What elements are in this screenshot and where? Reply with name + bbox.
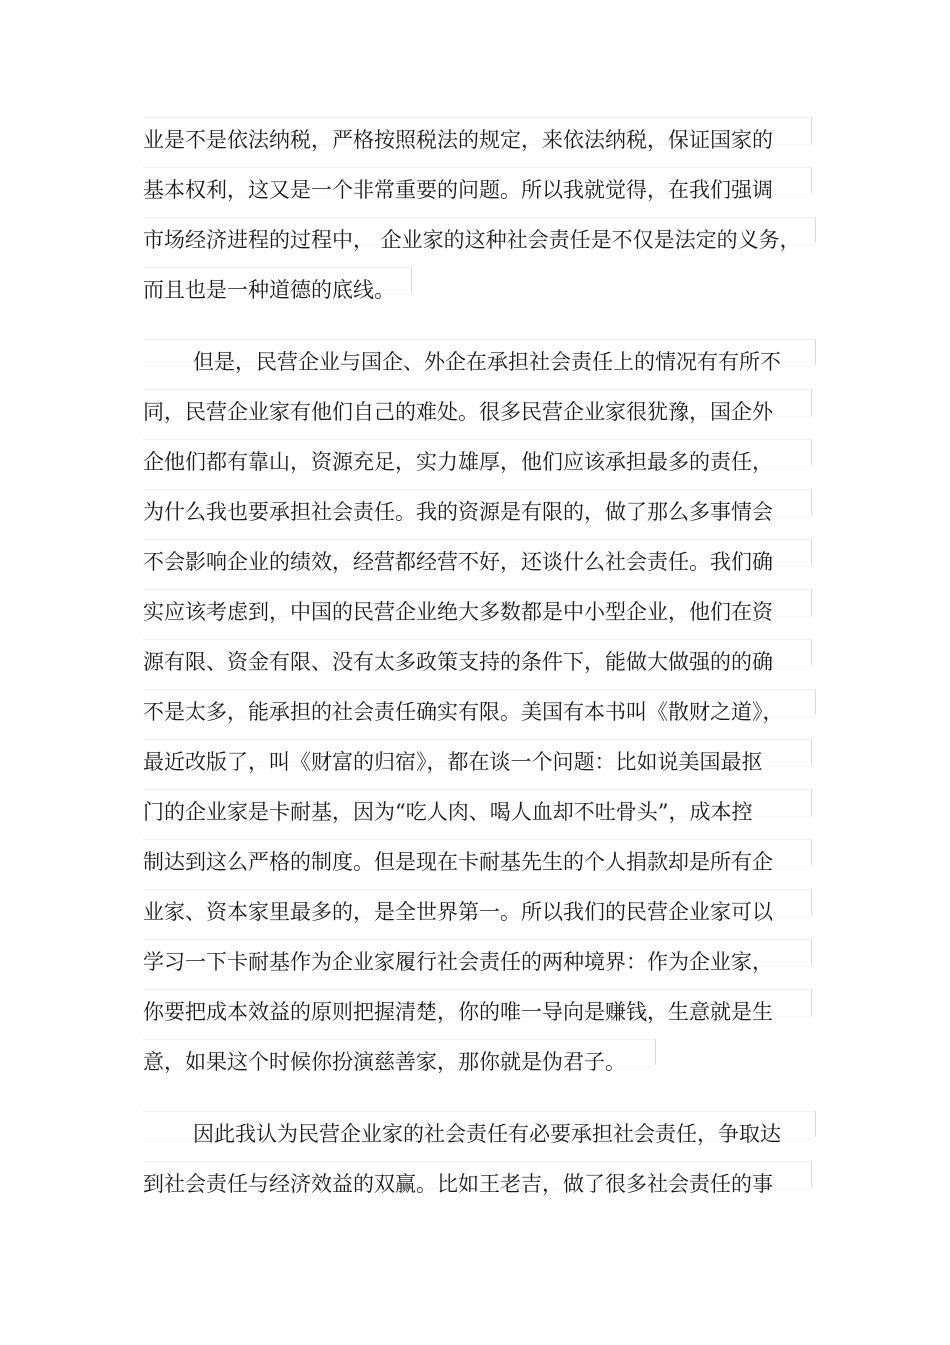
text-line: [143, 337, 789, 387]
text-line: [143, 537, 781, 587]
line-text: 制达到这么严格的制度。但是现在卡耐基先生的个人捐款却是所有企: [143, 850, 773, 874]
line-text: 企他们都有靠山，资源充足，实力雄厚，他们应该承担最多的责任，: [143, 450, 773, 474]
text-line: [143, 165, 781, 215]
line-text: 实应该考虑到，中国的民营企业绝大多数都是中小型企业，他们在资: [143, 600, 773, 624]
text-line: [143, 787, 760, 837]
line-text: 不会影响企业的绩效，经营都经营不好，还谈什么社会责任。我们确: [143, 550, 773, 574]
text-line: [143, 937, 781, 987]
text-line: [143, 587, 781, 637]
line-text: 业是不是依法纳税，严格按照税法的规定，来依法纳税，保证国家的: [143, 128, 773, 152]
line-text: 最近改版了，叫《财富的归宿》，都在谈一个问题：比如说美国最抠: [143, 750, 763, 774]
text-line: [143, 1159, 781, 1209]
text-line: [143, 387, 781, 437]
line-text: 学习一下卡耐基作为企业家履行社会责任的两种境界：作为企业家，: [143, 950, 773, 974]
line-text: 为什么我也要承担社会责任。我的资源是有限的，做了那么多事情会: [143, 500, 773, 524]
text-line: [143, 215, 809, 265]
text-line: [143, 637, 781, 687]
text-line: [143, 837, 781, 887]
line-text: 门的企业家是卡耐基，因为“吃人肉、喝人血却不吐骨头”，成本控: [143, 800, 753, 824]
line-text: 而且也是一种道德的底线。: [143, 278, 395, 302]
text-line: [143, 687, 792, 737]
line-text: 源有限、资金有限、没有太多政策支持的条件下，能做大做强的的确: [143, 650, 773, 674]
line-text: 市场经济进程的过程中， 企业家的这种社会责任是不仅是法定的义务，: [143, 228, 801, 252]
line-text: 因此我认为民营企业家的社会责任有必要承担社会责任，争取达: [193, 1122, 781, 1146]
line-text: 同，民营企业家有他们自己的难处。很多民营企业家很犹豫，国企外: [143, 400, 773, 424]
text-line: [143, 737, 771, 787]
line-text: 业家、资本家里最多的，是全世界第一。所以我们的民营企业家可以: [143, 900, 773, 924]
line-text: 但是，民营企业与国企、外企在承担社会责任上的情况有有所不: [193, 350, 781, 374]
line-text: 你要把成本效益的原则把握清楚，你的唯一导向是赚钱，生意就是生: [143, 1000, 773, 1024]
line-text: 基本权利，这又是一个非常重要的问题。所以我就觉得，在我们强调: [143, 178, 773, 202]
text-line: [143, 437, 781, 487]
line-text: 到社会责任与经济效益的双赢。比如王老吉，做了很多社会责任的事: [143, 1172, 773, 1196]
text-line: [143, 115, 781, 165]
line-text: 不是太多，能承担的社会责任确实有限。美国有本书叫《散财之道》，: [143, 700, 784, 724]
text-line: [143, 887, 781, 937]
text-line: [143, 1109, 789, 1159]
text-line: [143, 987, 781, 1037]
text-line: [143, 265, 403, 315]
line-text: 意，如果这个时候你扮演慈善家，那你就是伪君子。: [143, 1050, 626, 1074]
text-line: [143, 487, 781, 537]
text-line: [143, 1037, 634, 1087]
